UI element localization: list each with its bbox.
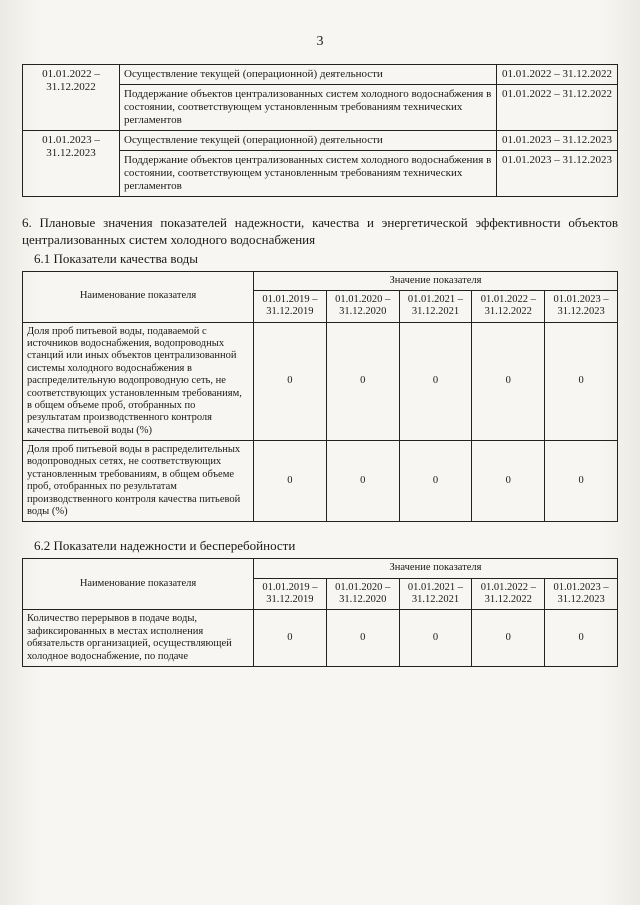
reliability-table [22, 558, 618, 667]
column-header-value: Значение показателя [254, 271, 618, 290]
schedule-activity: Осуществление текущей (операционной) деятельности [120, 65, 497, 85]
indicator-value: 0 [399, 610, 472, 667]
indicator-name: Количество перерывов в подаче воды, зафиксированных в местах исполнения обязательств организацией, осуществляющей холодное водоснабжение, по подаче [23, 610, 254, 667]
indicator-value: 0 [399, 322, 472, 440]
indicator-name: Доля проб питьевой воды, подаваемой с источников водоснабжения, водопроводных станций или иных объектов централизованной системы холодного водоснабжения в распределительную водопроводную сеть, не соответствующих установленным требованиям, в общем объеме проб, отобранных по результатам производственного контроля качества питьевой воды (%) [23, 322, 254, 440]
indicator-name: Доля проб питьевой воды в распределительных водопроводных сетях, не соответствующих установленным требованиям, в общем объеме проб, отобранных по результатам производственного контроля качества питьевой воды (%) [23, 441, 254, 522]
indicator-value: 0 [326, 322, 399, 440]
indicator-value: 0 [254, 322, 327, 440]
column-header-period: 01.01.2023 – 31.12.2023 [545, 578, 618, 610]
column-header-period: 01.01.2019 – 31.12.2019 [254, 578, 327, 610]
schedule-range: 01.01.2023 – 31.12.2023 [497, 150, 618, 196]
table-header-row [23, 271, 618, 290]
table-row [23, 322, 618, 440]
table-row [23, 65, 618, 85]
schedule-range: 01.01.2022 – 31.12.2022 [497, 84, 618, 130]
column-header-period: 01.01.2021 – 31.12.2021 [399, 578, 472, 610]
column-header-value: Значение показателя [254, 559, 618, 578]
indicator-value: 0 [254, 441, 327, 522]
schedule-activity: Поддержание объектов централизованных систем холодного водоснабжения в состоянии, соответствующем установленным требованиям технических регламентов [120, 150, 497, 196]
indicator-value: 0 [545, 441, 618, 522]
table-row [23, 610, 618, 667]
subsection-6-1-heading: 6.1 Показатели качества воды [34, 250, 198, 266]
indicator-value: 0 [326, 441, 399, 522]
indicator-value: 0 [472, 322, 545, 440]
column-header-name: Наименование показателя [23, 559, 254, 610]
schedule-activity: Осуществление текущей (операционной) деятельности [120, 130, 497, 150]
column-header-period: 01.01.2022 – 31.12.2022 [472, 290, 545, 322]
schedule-period: 01.01.2023 – 31.12.2023 [23, 130, 120, 196]
column-header-period: 01.01.2021 – 31.12.2021 [399, 290, 472, 322]
table-header-row [23, 559, 618, 578]
water-quality-table [22, 271, 618, 523]
table-row [23, 441, 618, 522]
indicator-value: 0 [399, 441, 472, 522]
section-6-heading: 6. Плановые значения показателей надежности, качества и энергетической эффективности объектов централизованных систем холодного водоснабжения [22, 214, 618, 247]
column-header-period: 01.01.2020 – 31.12.2020 [326, 290, 399, 322]
schedule-range: 01.01.2022 – 31.12.2022 [497, 65, 618, 85]
schedule-range: 01.01.2023 – 31.12.2023 [497, 130, 618, 150]
page-number: 3 [316, 34, 324, 49]
indicator-value: 0 [254, 610, 327, 667]
column-header-name: Наименование показателя [23, 271, 254, 322]
indicator-value: 0 [472, 441, 545, 522]
schedule-activity: Поддержание объектов централизованных систем холодного водоснабжения в состоянии, соответствующем установленным требованиям технических регламентов [120, 84, 497, 130]
indicator-value: 0 [545, 610, 618, 667]
column-header-period: 01.01.2023 – 31.12.2023 [545, 290, 618, 322]
subsection-6-2-heading: 6.2 Показатели надежности и бесперебойности [34, 538, 296, 554]
column-header-period: 01.01.2019 – 31.12.2019 [254, 290, 327, 322]
table-row [23, 130, 618, 150]
indicator-value: 0 [326, 610, 399, 667]
column-header-period: 01.01.2022 – 31.12.2022 [472, 578, 545, 610]
column-header-period: 01.01.2020 – 31.12.2020 [326, 578, 399, 610]
indicator-value: 0 [545, 322, 618, 440]
schedule-table [22, 64, 618, 197]
page-content [22, 64, 618, 667]
indicator-value: 0 [472, 610, 545, 667]
schedule-period: 01.01.2022 – 31.12.2022 [23, 65, 120, 131]
